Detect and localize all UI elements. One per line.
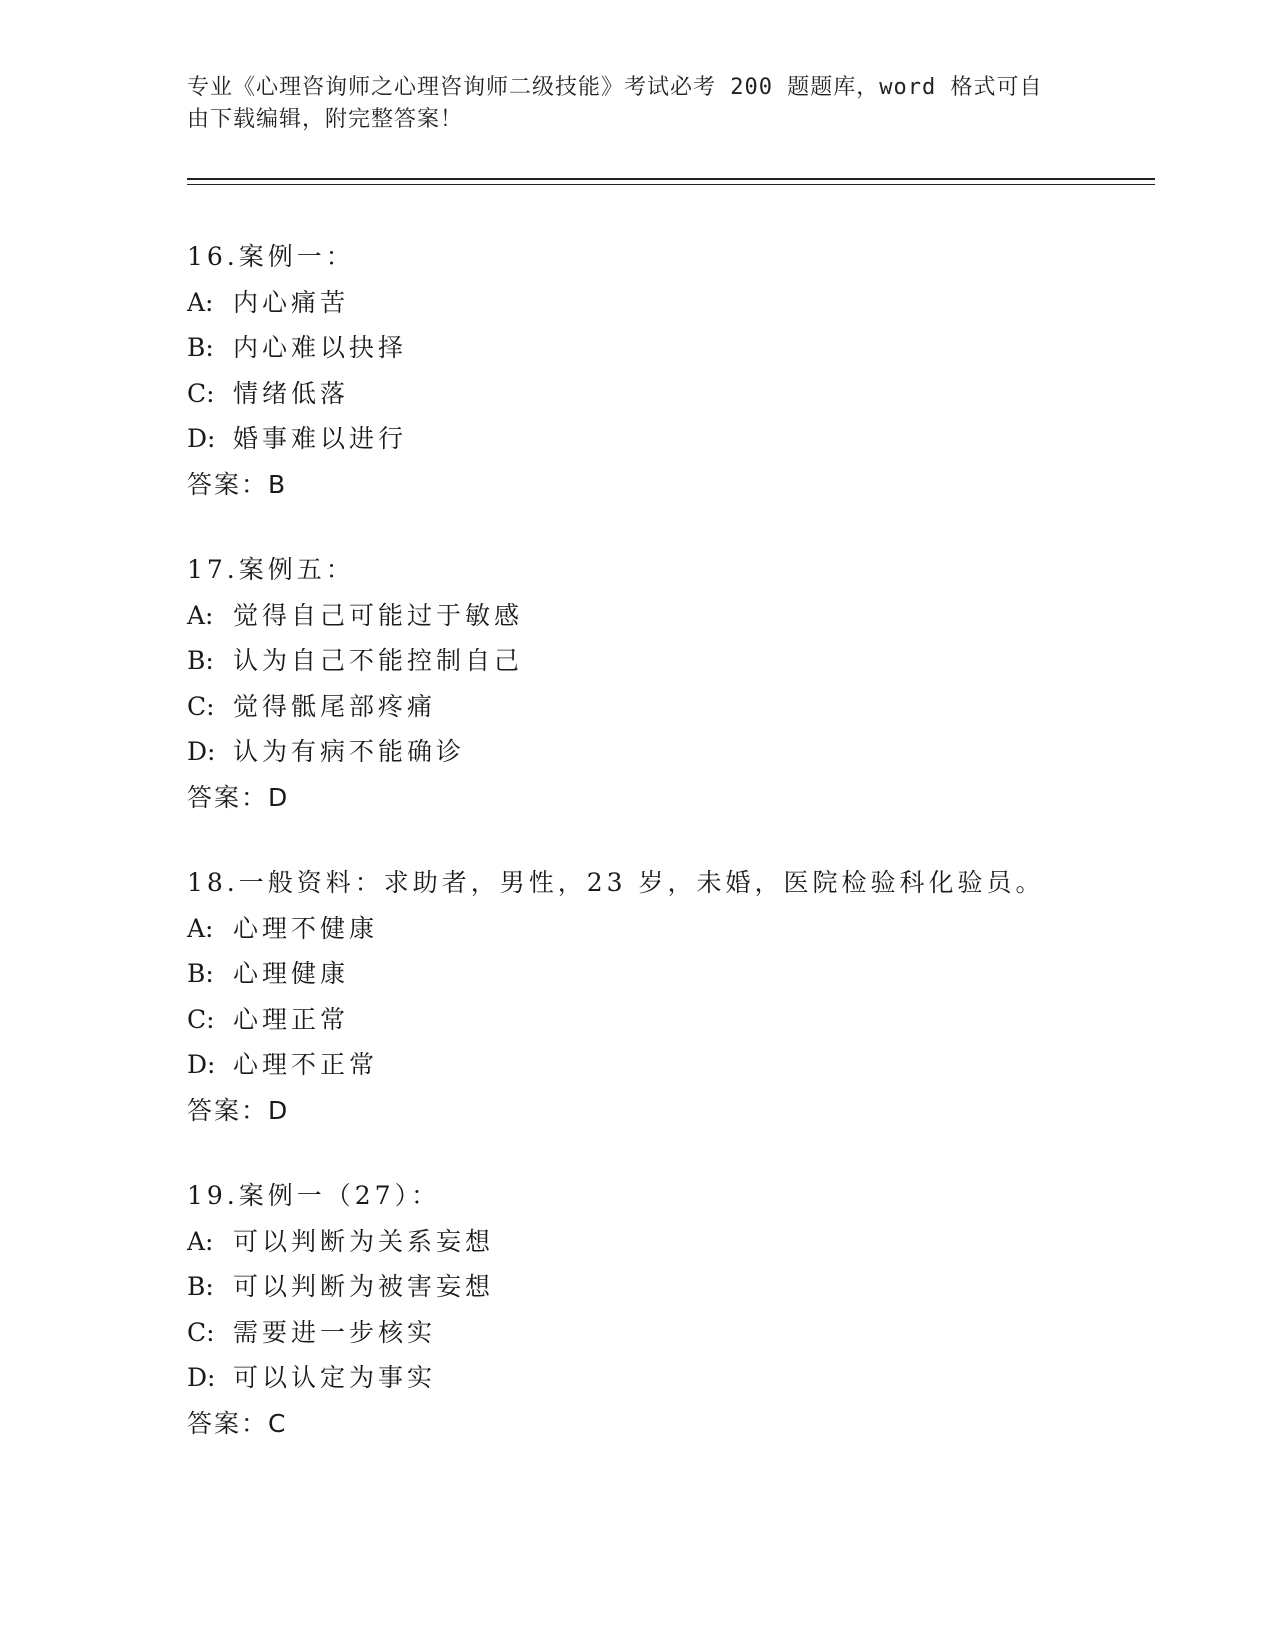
option-b: [187, 638, 1155, 684]
option-letter: C:: [187, 1004, 215, 1034]
option-d: [187, 729, 1155, 775]
answer-key: 答案：B: [187, 469, 288, 499]
option-c: [187, 1310, 1155, 1356]
option-letter: B:: [187, 333, 214, 362]
answer-key: 答案：D: [187, 782, 290, 812]
option-text: 心理正常: [233, 1004, 350, 1034]
question-stem: 18.一般资料：求助者，男性，23 岁，未婚，医院检验科化验员。: [187, 868, 1045, 897]
option-letter: B:: [187, 646, 214, 675]
option-text: 可以判断为关系妄想: [233, 1226, 495, 1256]
question-stem: 19.案例一（27）：: [187, 1181, 441, 1210]
option-c: [187, 684, 1155, 730]
option-text: 内心难以抉择: [233, 333, 408, 362]
option-b: [187, 951, 1155, 997]
option-letter: D:: [187, 737, 216, 766]
option-c: [187, 371, 1155, 417]
option-a: [187, 280, 1155, 326]
option-text: 觉得骶尾部疼痛: [233, 691, 437, 721]
option-text: 心理不正常: [233, 1050, 379, 1079]
option-d: [187, 1355, 1155, 1401]
option-letter: C:: [187, 378, 215, 408]
option-letter: D:: [187, 1050, 216, 1079]
option-text: 认为有病不能确诊: [233, 737, 466, 766]
option-text: 可以判断为被害妄想: [233, 1272, 495, 1301]
option-letter: B:: [187, 959, 214, 988]
option-text: 情绪低落: [233, 378, 350, 408]
intro-line-2: 由下载编辑，附完整答案！: [187, 107, 464, 132]
option-c: [187, 997, 1155, 1043]
option-text: 心理不健康: [233, 913, 379, 943]
intro-line-1: 专业《心理咨询师之心理咨询师二级技能》考试必考 200 题题库，word 格式可自: [187, 75, 1043, 100]
question-stem: 16.案例一：: [187, 242, 355, 271]
answer-key: 答案：C: [187, 1408, 288, 1438]
option-letter: A:: [187, 287, 214, 317]
option-letter: A:: [187, 1226, 214, 1256]
option-text: 心理健康: [233, 959, 350, 988]
option-a: [187, 1219, 1155, 1265]
option-text: 觉得自己可能过于敏感: [233, 600, 524, 630]
option-d: [187, 1042, 1155, 1088]
question-17: [187, 547, 1155, 820]
option-a: [187, 906, 1155, 952]
option-text: 需要进一步核实: [233, 1317, 437, 1347]
header-divider: [187, 178, 1155, 185]
answer-key: 答案：D: [187, 1095, 290, 1125]
option-text: 婚事难以进行: [233, 424, 408, 453]
option-letter: B:: [187, 1272, 214, 1301]
option-b: [187, 325, 1155, 371]
option-letter: A:: [187, 600, 214, 630]
document-intro: [187, 72, 1067, 136]
option-letter: C:: [187, 691, 215, 721]
option-letter: C:: [187, 1317, 215, 1347]
option-a: [187, 593, 1155, 639]
option-text: 认为自己不能控制自己: [233, 646, 524, 675]
option-letter: D:: [187, 1363, 216, 1392]
question-stem: 17.案例五：: [187, 555, 355, 584]
option-text: 可以认定为事实: [233, 1363, 437, 1392]
question-18: [187, 860, 1155, 1133]
question-16: [187, 234, 1155, 507]
option-b: [187, 1264, 1155, 1310]
question-19: [187, 1173, 1155, 1446]
option-letter: D:: [187, 424, 216, 453]
option-letter: A:: [187, 913, 214, 943]
option-d: [187, 416, 1155, 462]
question-list: [187, 234, 1155, 1486]
option-text: 内心痛苦: [233, 287, 350, 317]
